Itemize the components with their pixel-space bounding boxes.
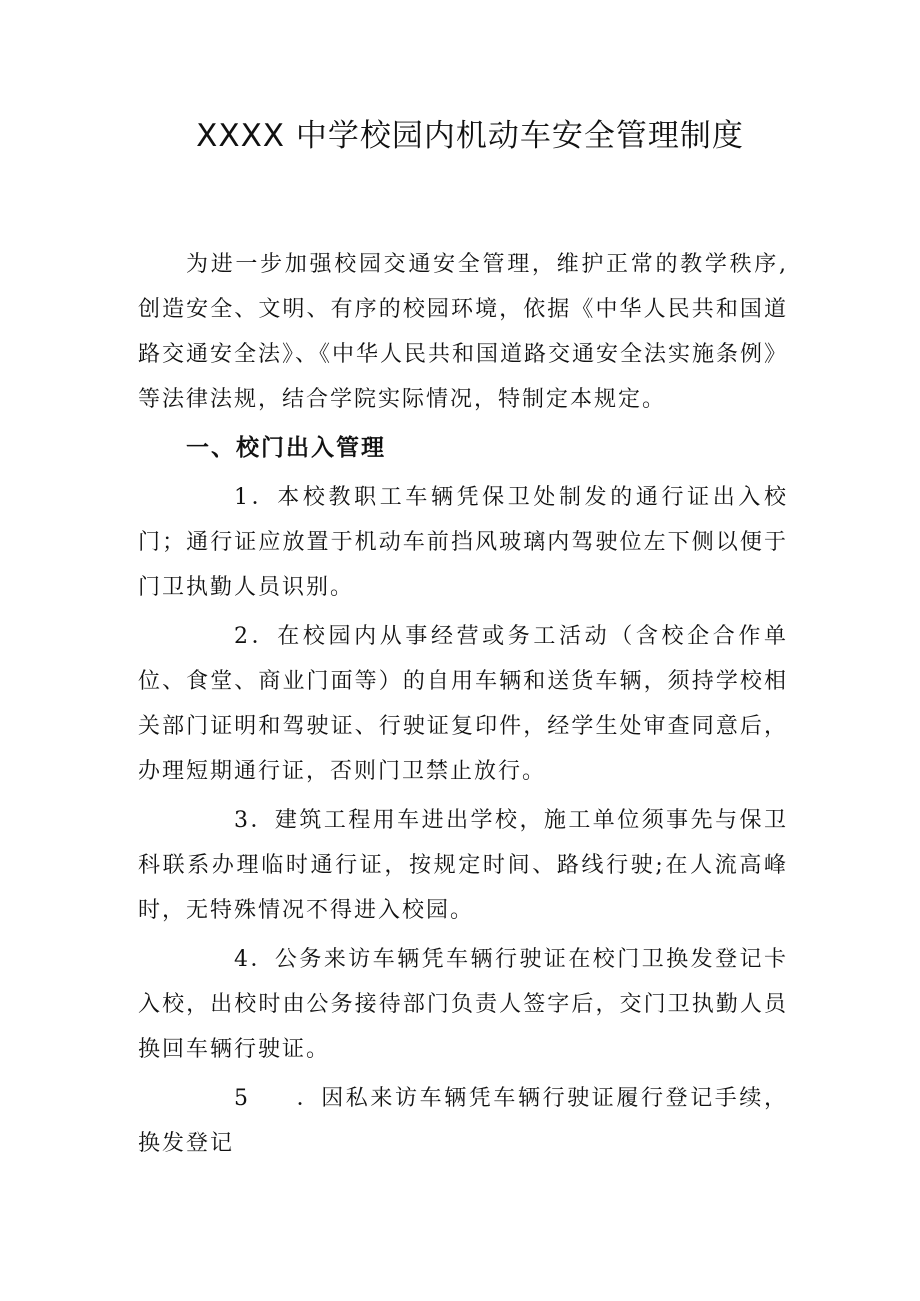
rule-item-1 bbox=[138, 475, 788, 610]
rule-item-number: 3 bbox=[234, 808, 250, 833]
rule-item-number: 1 bbox=[234, 485, 250, 510]
rule-item-text: ．建筑工程用车进出学校，施工单位须事先与保卫科联系办理临时通行证，按规定时间、路线行驶;在人流高峰时，无特殊情况不得进入校园。 bbox=[138, 808, 788, 923]
rule-item-3 bbox=[138, 798, 788, 933]
rule-item-2 bbox=[138, 614, 788, 794]
rule-item-text: ．本校教职工车辆凭保卫处制发的通行证出入校门；通行证应放置于机动车前挡风玻璃内驾驶位左下侧以便于门卫执勤人员识别。 bbox=[138, 485, 788, 600]
rule-item-text: ．在校园内从事经营或务工活动（含校企合作单位、食堂、商业门面等）的自用车辆和送货车辆，须持学校相关部门证明和驾驶证、行驶证复印件，经学生处审查同意后，办理短期通行证，否则门卫禁止放行。 bbox=[138, 624, 788, 784]
document-body bbox=[138, 242, 788, 1166]
intro-paragraph: 为进一步加强校园交通安全管理，维护正常的教学秩序,创造安全、文明、有序的校园环境，依据《中华人民共和国道路交通安全法》、《中华人民共和国道路交通安全法实施条例》等法律法规，结合学院实际情况，特制定本规定。 bbox=[138, 252, 789, 412]
rule-item-number: 4 bbox=[234, 947, 250, 972]
section-heading-gate-management: 一、校门出入管理 bbox=[186, 435, 386, 461]
rule-item-5 bbox=[138, 1076, 788, 1166]
rule-item-text: ．公务来访车辆凭车辆行驶证在校门卫换发登记卡入校，出校时由公务接待部门负责人签字后，交门卫执勤人员换回车辆行驶证。 bbox=[138, 947, 788, 1062]
rule-item-4 bbox=[138, 937, 788, 1072]
rule-item-number: 2 bbox=[234, 624, 250, 649]
rule-item-text: ．因私来访车辆凭车辆行驶证履行登记手续，换发登记 bbox=[138, 1086, 788, 1156]
document-title: XXXX 中学校园内机动车安全管理制度 bbox=[196, 118, 744, 154]
rule-item-number: 5 bbox=[234, 1086, 250, 1111]
